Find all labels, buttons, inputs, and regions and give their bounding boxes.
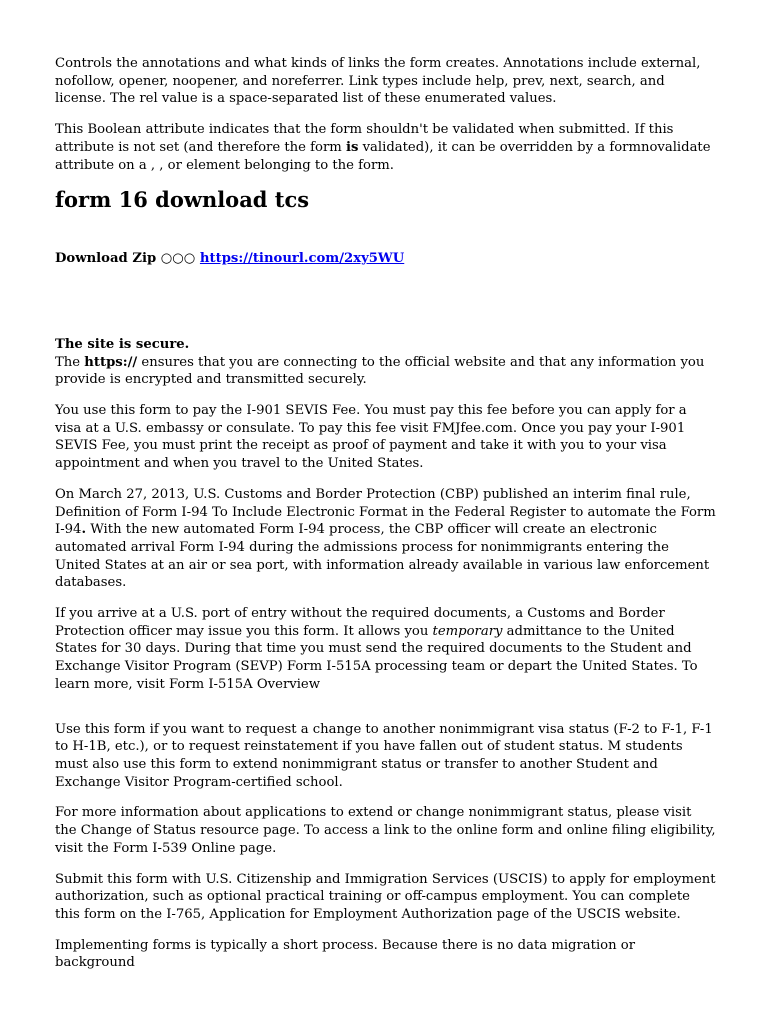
i765-text: Submit this form with U.S. Citizenship and Immigration Services (USCIS) to apply for employment authorization, such as optional practical training or off-campus employment. You can complete this form on the I-765, Application for Employment Authorization page of the USCIS website. (55, 871, 716, 922)
circles-icon: ○○○ (160, 251, 196, 267)
novalidate-text-end: validated), it can be overridden by a formnovalidate attribute on a , , or element belonging to the form. (55, 139, 711, 173)
rel-description-text: Controls the annotations and what kinds of links the form creates. Annotations include external, nofollow, opener, noopener, and noreferrer. Link types include help, prev, next, search, and license. The rel value is a space-separated list of these enumerated values. (55, 56, 701, 107)
i765-paragraph (55, 871, 717, 924)
i901-paragraph (55, 402, 717, 473)
download-link[interactable]: https://tinourl.com/2xy5WU (199, 251, 405, 267)
secure-lead-text: The (55, 354, 85, 370)
rel-description-paragraph (55, 55, 717, 108)
more-info-paragraph (55, 804, 717, 857)
page-title: form 16 download tcs (55, 187, 310, 213)
implementing-paragraph (55, 937, 717, 972)
i515a-italic-word: temporary (432, 623, 503, 639)
novalidate-text-start: This Boolean attribute indicates that the form shouldn't be validated when submitted. If this attribute is not set (and therefore the form (55, 122, 674, 155)
i94-text-end: With the new automated Form I-94 process, the CBP officer will create an electronic automated arrival Form I-94 during the admissions process for nonimmigrants entering the United States at an air or sea port, with information already available in various law enforcement databases. (55, 522, 710, 591)
more-info-text: For more information about applications to extend or change nonimmigrant status, please visit the Change of Status resource page. To access a link to the online form and online filing eligibility, visit the Form I-539 Online page. (55, 805, 716, 856)
secure-https-bold: https:// (84, 354, 138, 370)
secure-heading: The site is secure. (55, 336, 190, 352)
i515a-text-end: admittance to the United States for 30 days. During that time you must send the required documents to the Student and Exchange Visitor Program (SEVP) Form I-515A processing team or depart the United States. To learn more, visit Form I-515A Overview (55, 623, 698, 692)
i539-paragraph (55, 721, 717, 792)
i901-text: You use this form to pay the I-901 SEVIS Fee. You must pay this fee before you can apply for a visa at a U.S. embassy or consulate. To pay this fee visit FMJfee.com. Once you pay your I-901 SEVIS Fee, you must print the receipt as proof of payment and take it with you to your visa appointment and when you travel to the United States. (55, 403, 687, 472)
secure-rest-text: ensures that you are connecting to the official website and that any information you provide is encrypted and transmitted securely. (55, 354, 705, 388)
secure-paragraph (55, 354, 717, 389)
novalidate-bold-word: is (345, 139, 359, 155)
i94-text-start: On March 27, 2013, U.S. Customs and Border Protection (CBP) published an interim final rule, Definition of Form I-94 To Include Electronic Format in the Federal Register to automate the Form I-94 (55, 486, 716, 538)
i515a-paragraph (55, 605, 717, 694)
download-label: Download Zip (55, 251, 157, 267)
document-page (55, 55, 717, 985)
novalidate-paragraph (55, 121, 717, 174)
i539-text: Use this form if you want to request a change to another nonimmigrant visa status (F-2 to F-1, F-1 to H-1B, etc.), or to request reinstatement if you have fallen out of student status. M students must also use this form to extend nonimmigrant status or transfer to another Student and Exchange Visitor Program-certified school. (55, 721, 713, 790)
i94-paragraph (55, 486, 717, 592)
i515a-text-start: If you arrive at a U.S. port of entry without the required documents, a Customs and Border Protection officer may issue you this form. It allows you (55, 606, 665, 639)
implementing-text: Implementing forms is typically a short process. Because there is no data migration or background (55, 937, 636, 971)
i94-bold-period: . (81, 522, 87, 538)
download-line (55, 250, 717, 268)
